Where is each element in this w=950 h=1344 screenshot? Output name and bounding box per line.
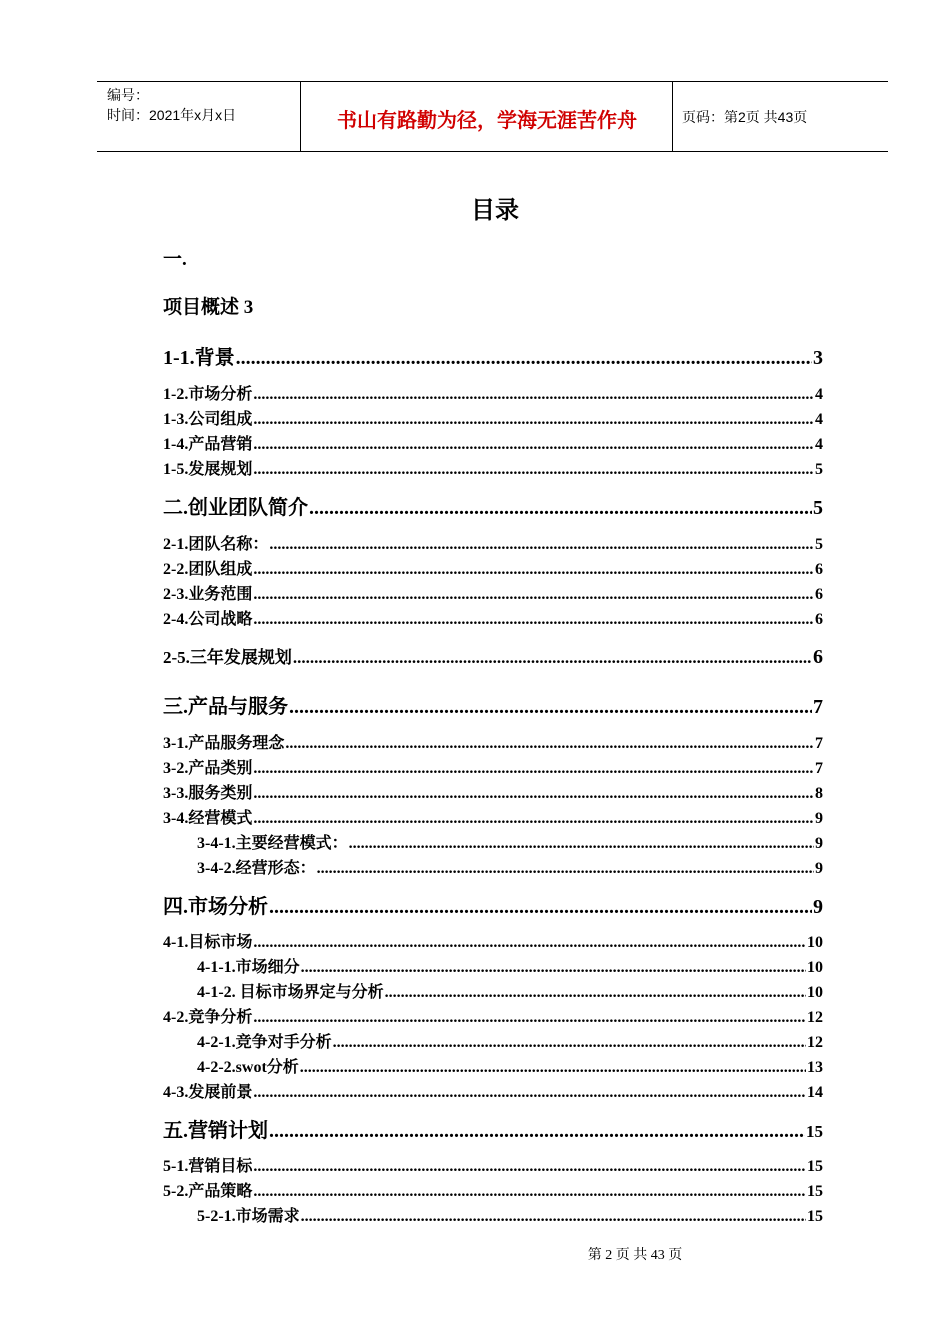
toc-leader bbox=[309, 497, 812, 520]
toc-entry-page: 9 bbox=[815, 860, 823, 877]
toc-entry-label: 1-1.背景 bbox=[163, 347, 235, 369]
toc-entry-page: 10 bbox=[807, 984, 823, 1001]
section-title-line: 项目概述 3 bbox=[163, 297, 254, 318]
toc-entry-page: 15 bbox=[807, 1208, 823, 1225]
toc-entry-label: 5-2-1.市场需求 bbox=[197, 1208, 300, 1225]
toc-entry-label: 2-1.团队名称： bbox=[163, 536, 269, 553]
toc-entry[interactable] bbox=[163, 1029, 823, 1052]
toc-entry-page: 9 bbox=[813, 896, 823, 918]
toc-entry-page: 15 bbox=[807, 1183, 823, 1200]
toc-entry-page: 6 bbox=[815, 611, 823, 628]
toc-entry[interactable] bbox=[163, 606, 823, 629]
toc-entry-label: 1-5.发展规划 bbox=[163, 461, 253, 478]
toc-entry[interactable] bbox=[163, 730, 823, 753]
section-number-line: 一. bbox=[163, 249, 187, 270]
header-page-label: 页码：第2页 共43页 bbox=[682, 109, 808, 125]
toc-entry-label: 四.市场分析 bbox=[163, 896, 268, 918]
toc-leader bbox=[293, 648, 812, 668]
toc-entry-page: 15 bbox=[807, 1158, 823, 1175]
toc-leader bbox=[253, 411, 814, 429]
toc-entry[interactable] bbox=[163, 805, 823, 828]
toc-entry-label: 3-2.产品类别 bbox=[163, 760, 253, 777]
toc-entry[interactable] bbox=[163, 855, 823, 878]
toc-entry[interactable] bbox=[163, 491, 823, 520]
toc-entry-label: 4-1-1.市场细分 bbox=[197, 959, 300, 976]
toc-leader bbox=[253, 561, 814, 579]
toc-entry[interactable] bbox=[163, 830, 823, 853]
toc-entry-page: 9 bbox=[815, 810, 823, 827]
header-motto: 书山有路勤为径，学海无涯苦作舟 bbox=[337, 108, 637, 132]
toc-leader bbox=[349, 835, 814, 853]
toc-entry-page: 10 bbox=[807, 959, 823, 976]
toc-entry-label: 4-3.发展前景 bbox=[163, 1084, 253, 1101]
toc-entry-page: 15 bbox=[806, 1122, 823, 1141]
header-meta bbox=[107, 85, 236, 125]
toc-leader bbox=[253, 785, 814, 803]
toc-leader bbox=[253, 1158, 806, 1176]
page-title: 目录 bbox=[471, 198, 519, 224]
toc-entry-page: 12 bbox=[807, 1034, 823, 1051]
toc-entry-page: 7 bbox=[815, 735, 823, 752]
toc-leader bbox=[236, 347, 812, 370]
toc-entry-page: 7 bbox=[813, 696, 823, 718]
number-label: 编号： bbox=[107, 87, 149, 103]
toc-entry-label: 二.创业团队简介 bbox=[163, 497, 308, 519]
toc-entry-page: 8 bbox=[815, 785, 823, 802]
toc-leader bbox=[253, 1084, 806, 1102]
toc-entry-page: 4 bbox=[815, 436, 823, 453]
toc-entry-label: 5-2.产品策略 bbox=[163, 1183, 253, 1200]
toc-entry-label: 2-5.三年发展规划 bbox=[163, 648, 292, 667]
toc-entry-label: 4-2-1.竞争对手分析 bbox=[197, 1034, 332, 1051]
toc-leader bbox=[253, 611, 814, 629]
toc-leader bbox=[253, 386, 814, 404]
toc-entry-label: 3-4-2.经营形态： bbox=[197, 860, 316, 877]
header-divider bbox=[672, 82, 673, 151]
toc-entry-page: 14 bbox=[807, 1084, 823, 1101]
toc-entry-label: 五.营销计划 bbox=[163, 1120, 268, 1142]
toc-leader bbox=[253, 760, 814, 778]
toc-entry-label: 4-1-2. 目标市场界定与分析 bbox=[197, 984, 384, 1001]
toc-entry-label: 2-4.公司战略 bbox=[163, 611, 253, 628]
toc-entry[interactable] bbox=[163, 929, 823, 952]
toc-entry-page: 10 bbox=[807, 934, 823, 951]
toc-entry-label: 2-2.团队组成 bbox=[163, 561, 253, 578]
header-divider bbox=[300, 82, 301, 151]
toc-entry-page: 6 bbox=[815, 586, 823, 603]
toc-leader bbox=[289, 696, 812, 719]
toc-entry[interactable] bbox=[163, 780, 823, 803]
toc-entry[interactable] bbox=[163, 1178, 823, 1201]
toc-leader bbox=[253, 436, 814, 454]
toc-leader bbox=[269, 536, 814, 554]
toc-entry[interactable] bbox=[163, 1114, 823, 1143]
toc-entry[interactable] bbox=[163, 456, 823, 479]
toc-entry-label: 4-2.竞争分析 bbox=[163, 1009, 253, 1026]
toc-entry[interactable] bbox=[163, 431, 823, 454]
toc-entry[interactable] bbox=[163, 1054, 823, 1077]
toc-entry[interactable] bbox=[163, 556, 823, 579]
toc-entry-page: 4 bbox=[815, 386, 823, 403]
toc-entry-label: 4-2-2.swot分析 bbox=[197, 1059, 299, 1076]
toc-entry-label: 3-3.服务类别 bbox=[163, 785, 253, 802]
toc-entry-page: 12 bbox=[807, 1009, 823, 1026]
toc-entry-label: 三.产品与服务 bbox=[163, 696, 288, 718]
toc-entry[interactable] bbox=[163, 381, 823, 404]
toc-entry[interactable] bbox=[163, 755, 823, 778]
toc-leader bbox=[253, 1183, 806, 1201]
toc-leader bbox=[253, 934, 806, 952]
toc-entry[interactable] bbox=[163, 531, 823, 554]
toc-leader bbox=[269, 896, 812, 919]
toc-entry[interactable] bbox=[163, 690, 823, 719]
toc-entry-label: 1-2.市场分析 bbox=[163, 386, 253, 403]
toc-entry-page: 4 bbox=[815, 411, 823, 428]
toc-leader bbox=[253, 1009, 806, 1027]
toc-leader bbox=[253, 586, 814, 604]
toc-entry[interactable] bbox=[163, 1079, 823, 1102]
toc-entry-page: 3 bbox=[813, 347, 823, 369]
toc-leader bbox=[301, 1208, 806, 1226]
time-label: 时间：2021年x月x日 bbox=[107, 107, 237, 123]
page-footer: 第 2 页 共 43 页 bbox=[587, 1248, 683, 1263]
toc-entry-page: 5 bbox=[815, 536, 823, 553]
toc-entry-label: 1-4.产品营销 bbox=[163, 436, 253, 453]
toc-entry[interactable] bbox=[163, 406, 823, 429]
toc-entry-label: 5-1.营销目标 bbox=[163, 1158, 253, 1175]
toc-entry-label: 2-3.业务范围 bbox=[163, 586, 253, 603]
toc-entry-page: 6 bbox=[815, 561, 823, 578]
toc-entry-label: 3-1.产品服务理念 bbox=[163, 735, 285, 752]
toc-leader bbox=[300, 1059, 806, 1077]
toc-entry[interactable] bbox=[163, 890, 823, 919]
toc-entry-page: 5 bbox=[815, 461, 823, 478]
toc-entry[interactable] bbox=[163, 643, 823, 669]
toc-entry-page: 7 bbox=[815, 760, 823, 777]
toc-entry-page: 9 bbox=[815, 835, 823, 852]
toc-entry-label: 3-4.经营模式 bbox=[163, 810, 253, 827]
toc-entry[interactable] bbox=[163, 979, 823, 1002]
toc-entry-page: 13 bbox=[807, 1059, 823, 1076]
toc-entry[interactable] bbox=[163, 581, 823, 604]
toc-leader bbox=[285, 735, 814, 753]
toc-entry-page: 5 bbox=[813, 497, 823, 519]
toc-leader bbox=[253, 810, 814, 828]
toc-entry[interactable] bbox=[163, 1203, 823, 1226]
toc-entry-page: 6 bbox=[813, 646, 823, 668]
toc-entry[interactable] bbox=[163, 1004, 823, 1027]
toc-leader bbox=[301, 959, 806, 977]
toc-leader bbox=[317, 860, 814, 878]
toc-leader bbox=[269, 1120, 805, 1143]
toc-entry[interactable] bbox=[163, 341, 823, 370]
toc-entry[interactable] bbox=[163, 954, 823, 977]
toc-leader bbox=[333, 1034, 806, 1052]
toc-leader bbox=[253, 461, 814, 479]
toc-entry-label: 4-1.目标市场 bbox=[163, 934, 253, 951]
toc-entry-label: 3-4-1.主要经营模式： bbox=[197, 835, 348, 852]
page-header bbox=[97, 81, 888, 152]
toc-leader bbox=[385, 984, 806, 1002]
toc-entry-label: 1-3.公司组成 bbox=[163, 411, 253, 428]
toc-entry[interactable] bbox=[163, 1153, 823, 1176]
